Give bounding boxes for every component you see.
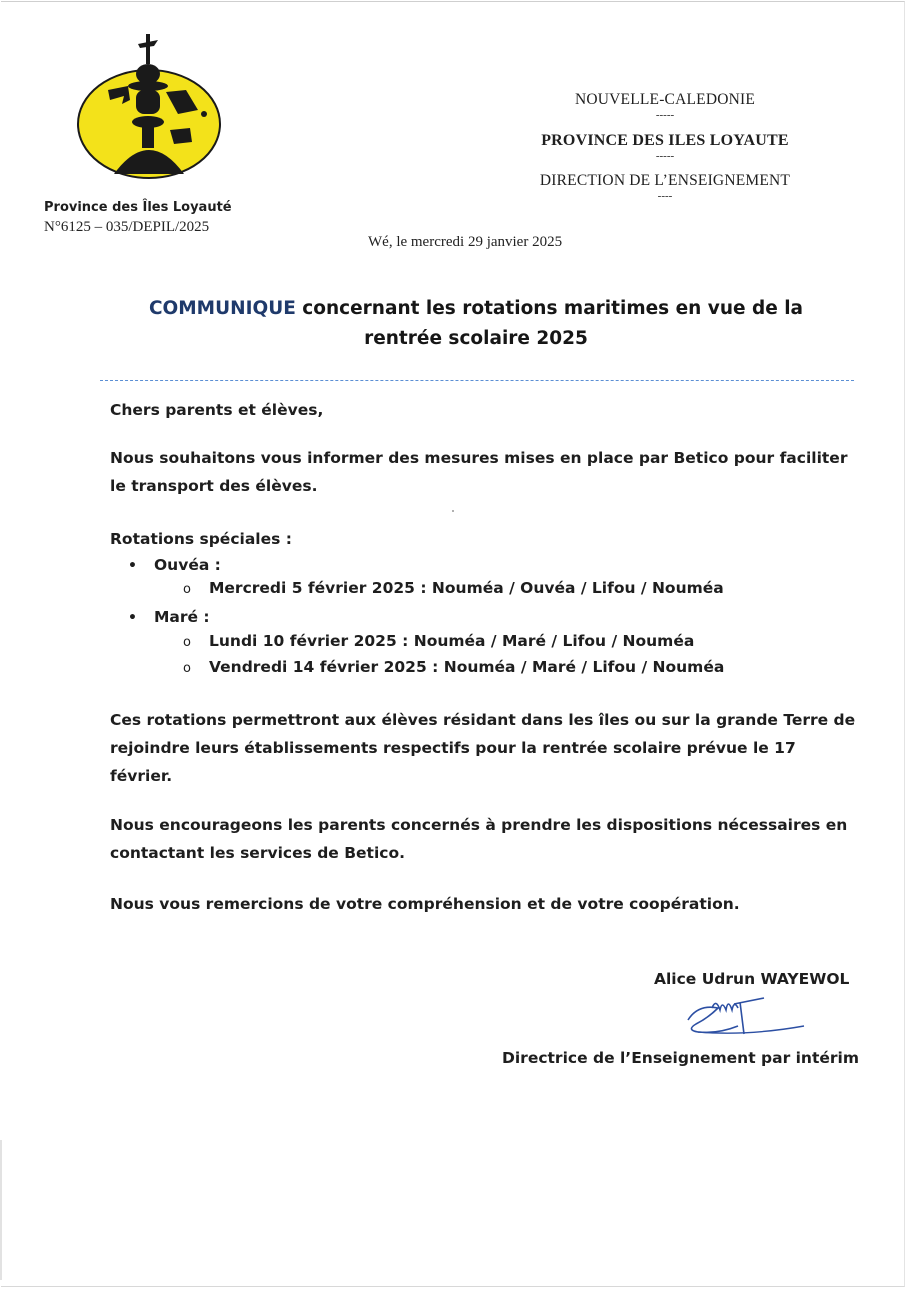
bullet-ouvea (128, 556, 221, 574)
sub-bullet-glyph: o (183, 582, 191, 597)
paragraph-line: février. (110, 767, 173, 785)
org-name: Province des Îles Loyauté (44, 200, 232, 215)
sub-bullet-glyph: o (183, 635, 191, 650)
trip-item (183, 658, 724, 676)
logo-totem-neck (142, 126, 154, 148)
province-logo (74, 30, 224, 182)
paragraph-line: rejoindre leurs établissements respectifs pour la rentrée scolaire prévue le 17 (110, 739, 796, 757)
reference-number: N°6125 – 035/DEPIL/2025 (44, 219, 210, 235)
scan-edge-mark (0, 1140, 2, 1280)
header-direction: DIRECTION DE L’ENSEIGNEMENT (539, 172, 791, 189)
paragraph-line: Nous encourageons les parents concernés à prendre les dispositions nécessaires en (110, 816, 848, 834)
trip-text: Vendredi 14 février 2025 : Nouméa / Maré / Lifou / Nouméa (209, 658, 725, 676)
island-label: Ouvéa : (154, 556, 221, 574)
scan-speck (452, 510, 454, 512)
title-line-2: rentrée scolaire 2025 (364, 328, 588, 349)
trip-item (183, 632, 694, 650)
thanks-paragraph: Nous vous remercions de votre compréhension et de votre coopération. (110, 895, 740, 913)
paragraph-line: contactant les services de Betico. (110, 844, 405, 862)
logo-totem-body (136, 90, 160, 114)
header-separator: ----- (655, 109, 675, 121)
paragraph-line: Ces rotations permettront aux élèves résidant dans les îles ou sur la grande Terre de (110, 711, 856, 729)
intro-line: Nous souhaitons vous informer des mesures mises en place par Betico pour faciliter (110, 449, 848, 467)
logo-dot (201, 111, 207, 117)
bullet-glyph: • (128, 558, 137, 574)
encourage-paragraph (110, 811, 870, 867)
title-accent: COMMUNIQUE (148, 298, 296, 319)
header-separator: ----- (655, 150, 675, 162)
trip-item (183, 579, 724, 597)
trip-text: Lundi 10 février 2025 : Nouméa / Maré / Lifou / Nouméa (209, 632, 695, 650)
logo-totem-spike (146, 34, 150, 64)
sub-bullet-glyph: o (183, 661, 191, 676)
communique-title (100, 294, 852, 354)
rotations-title: Rotations spéciales : (110, 530, 292, 548)
title-line-1-rest: concernant les rotations maritimes en vue de la (295, 298, 804, 319)
intro-line: le transport des élèves. (110, 477, 318, 495)
handwritten-signature (678, 990, 808, 1042)
date-line: Wé, le mercredi 29 janvier 2025 (368, 234, 563, 250)
signer-title: Directrice de l’Enseignement par intérim (502, 1049, 859, 1067)
header-separator: ---- (657, 190, 673, 202)
header-country: NOUVELLE-CALEDONIE (574, 91, 756, 108)
bullet-mare (128, 608, 210, 626)
signer-name: Alice Udrun WAYEWOL (654, 970, 850, 988)
island-label: Maré : (154, 608, 210, 626)
letterhead (500, 90, 830, 202)
dashed-divider (100, 380, 854, 381)
trip-text: Mercredi 5 février 2025 : Nouméa / Ouvéa / Lifou / Nouméa (209, 579, 724, 597)
bullet-glyph: • (128, 610, 137, 626)
greeting: Chers parents et élèves, (110, 401, 324, 419)
title-line-1 (100, 294, 852, 324)
intro-paragraph (110, 444, 870, 500)
logo-totem-ring (128, 81, 168, 91)
rotations-paragraph (110, 706, 870, 790)
header-province: PROVINCE DES ILES LOYAUTE (541, 132, 789, 149)
